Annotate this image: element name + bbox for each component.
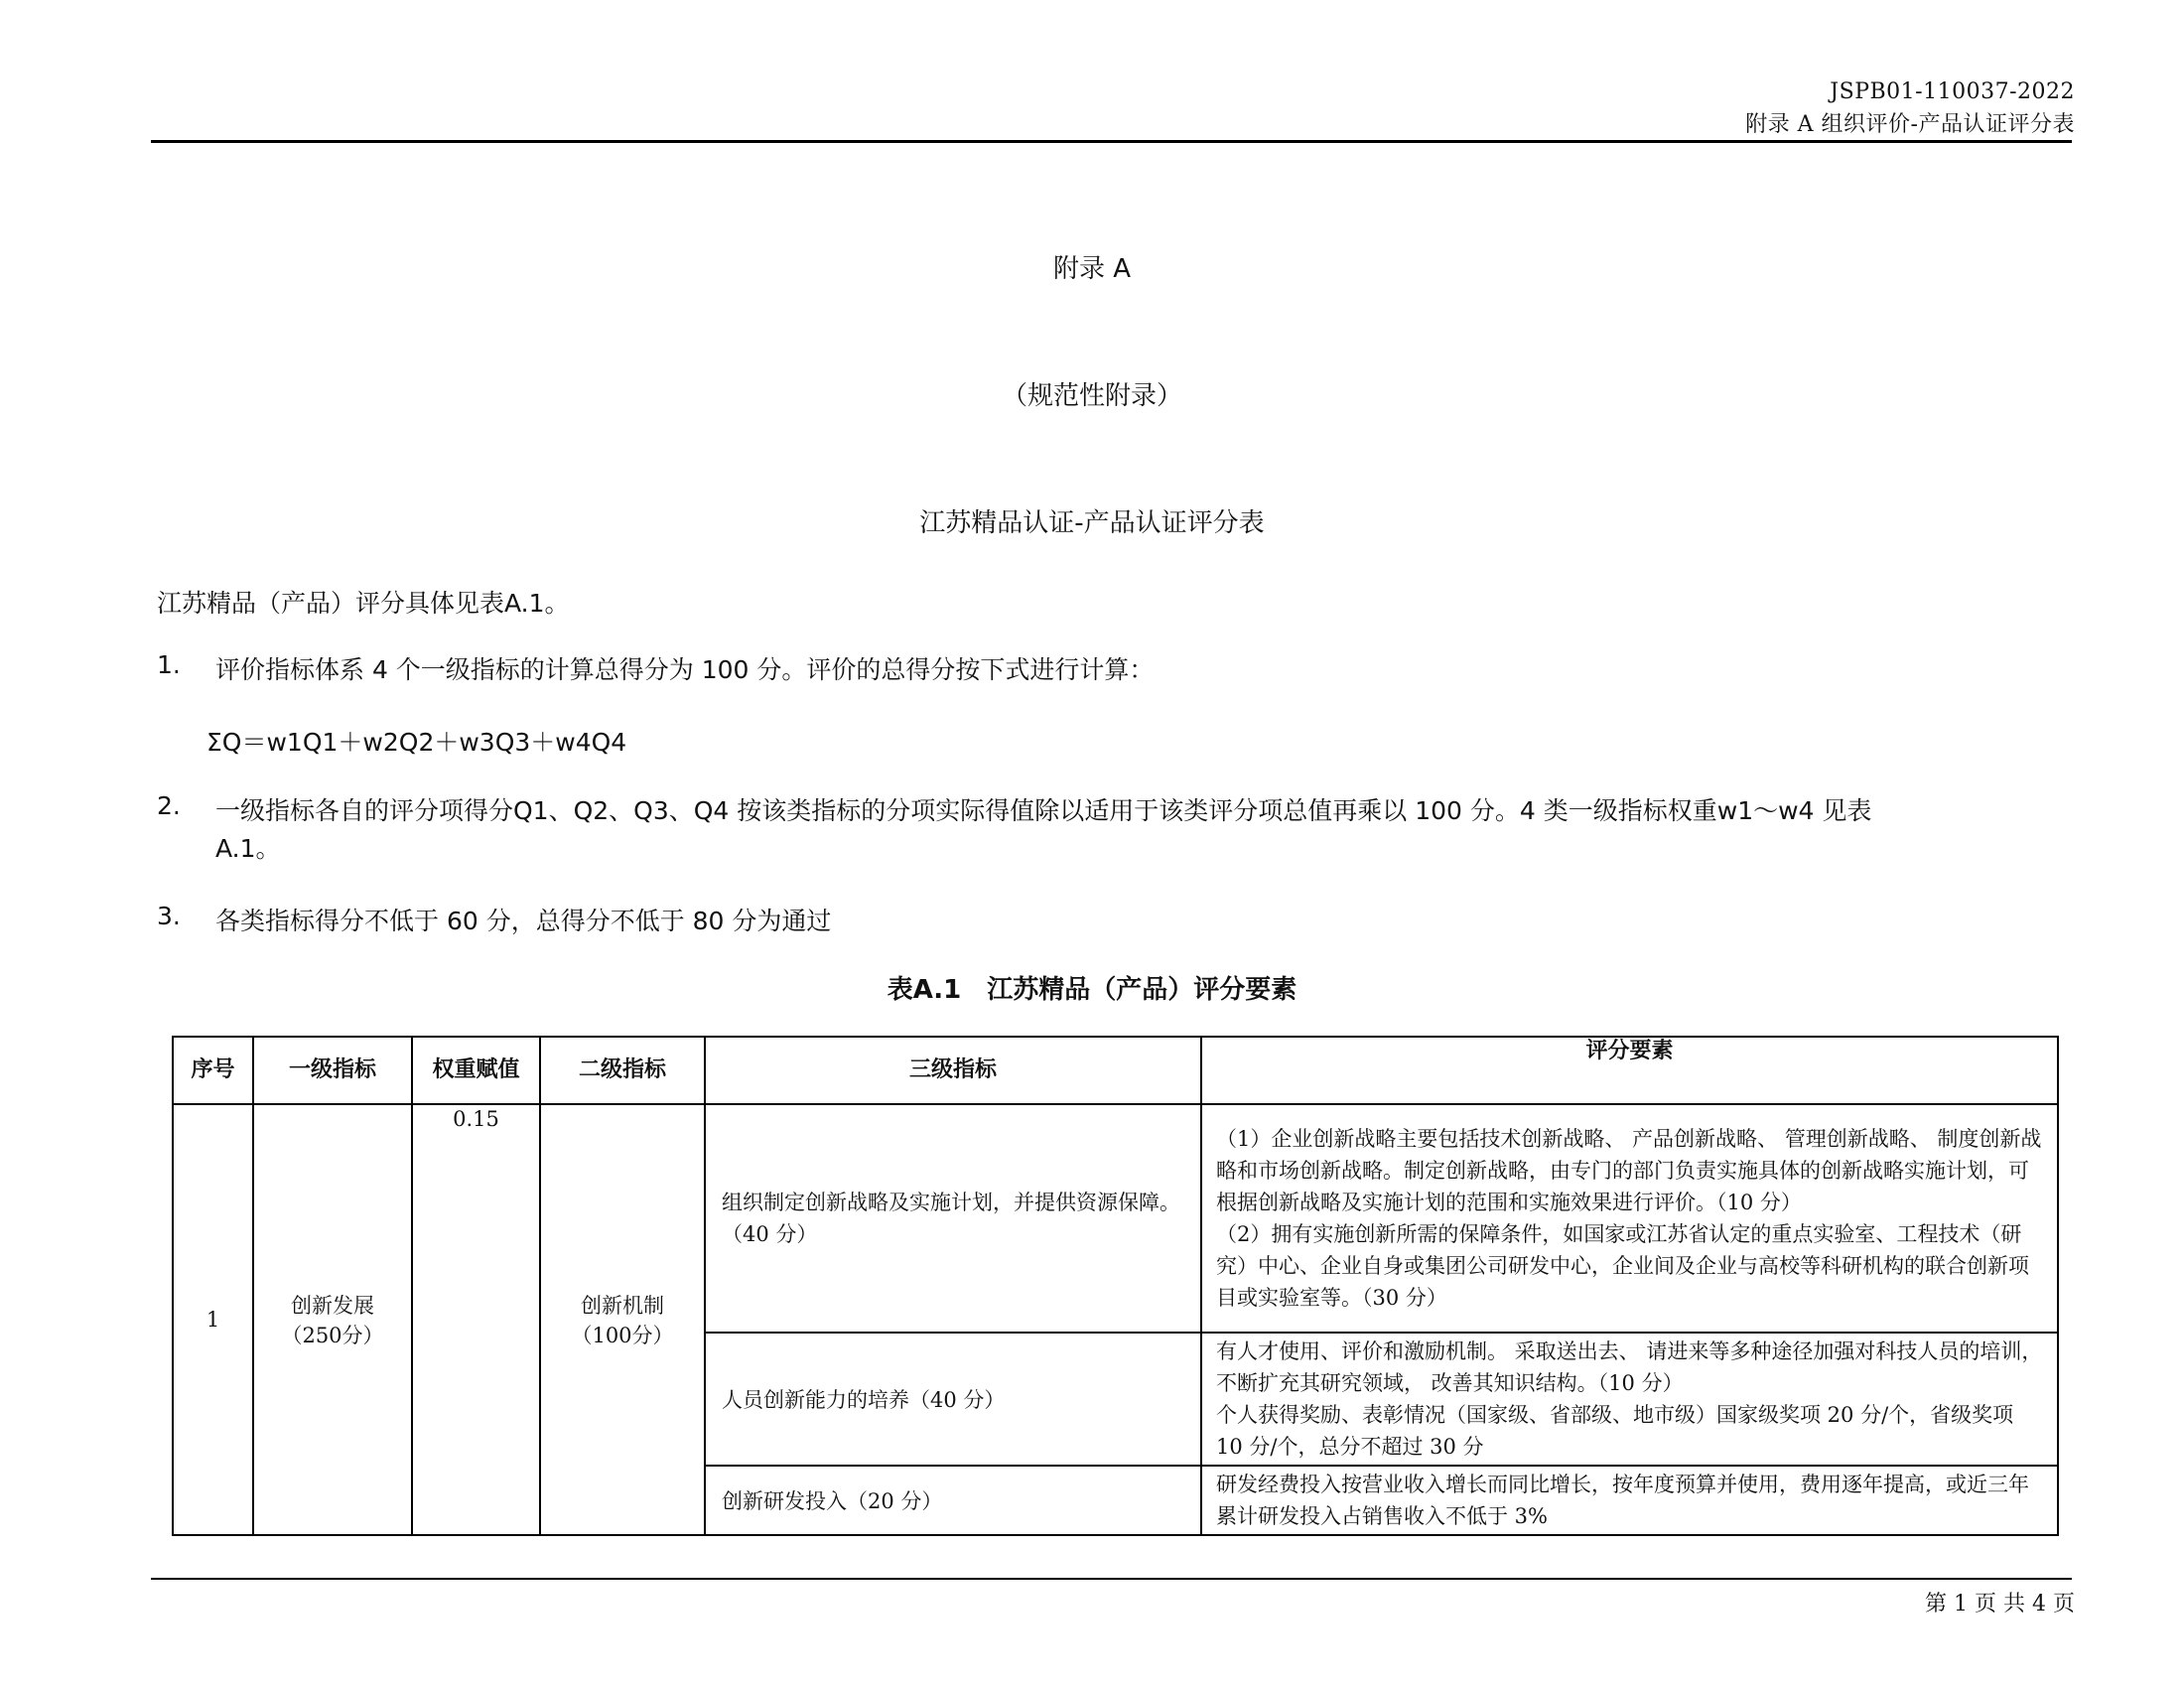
cell-scoring-elements: （1）企业创新战略主要包括技术创新战略、 产品创新战略、 管理创新战略、 制度创新战略和市场创新战略。制定创新战略，由专门的部门负责实施具体的创新战略实施计划，可根据创新战略及实施计划的范围和实施效果进行评价。（10 分） （2）拥有实施创新所需的保障条件，如国家或江苏省认定的重点实验室、工程技术（研究）中心、企业自身或集团公司研发中心，企业间及企业与高校等科研机构的联合创新项目或实验室等。（30 分） (1201, 1104, 2058, 1333)
table-row (173, 1104, 2058, 1333)
item-text: 评价指标体系 4 个一级指标的计算总得分为 100 分。评价的总得分按下式进行计算： (215, 655, 1155, 684)
level1-name: 创新发展 (291, 1294, 374, 1318)
item-number: 1. (157, 650, 181, 679)
cell-level3: 组织制定创新战略及实施计划，并提供资源保障。（40 分） (705, 1104, 1201, 1333)
section-title: 江苏精品认证-产品认证评分表 (919, 508, 1265, 538)
cell-level2 (540, 1104, 705, 1535)
document-code: JSPB01-110037-2022 (1830, 79, 2075, 104)
level1-score: （250分） (281, 1324, 384, 1347)
page-number: 第 1 页 共 4 页 (1925, 1592, 2075, 1617)
cell-seq: 1 (173, 1104, 253, 1535)
footer-rule (151, 1578, 2072, 1580)
annex-subtitle: （规范性附录） (1001, 381, 1182, 411)
header-level2: 二级指标 (540, 1037, 705, 1104)
cell-level3: 人员创新能力的培养（40 分） (705, 1333, 1201, 1466)
level2-score: （100分） (571, 1324, 674, 1347)
header-weight: 权重赋值 (412, 1037, 540, 1104)
scoring-table (172, 1036, 2059, 1536)
header-level1: 一级指标 (253, 1037, 412, 1104)
total-score-formula: ΣQ＝w1Q1＋w2Q2＋w3Q3＋w4Q4 (206, 728, 627, 757)
header-rule (151, 140, 2072, 143)
item-text: 一级指标各自的评分项得分Q1、Q2、Q3、Q4 按该类指标的分项实际得值除以适用于该类评分项总值再乘以 100 分。4 类一级指标权重w1～w4 见表 (215, 796, 1872, 825)
header-scoring-elements: 评分要素 (1201, 1037, 2058, 1104)
table-caption: 表A.1 江苏精品（产品）评分要素 (887, 975, 1297, 1005)
cell-level3: 创新研发投入（20 分） (705, 1466, 1201, 1535)
cell-weight: 0.15 (412, 1104, 540, 1535)
level2-name: 创新机制 (581, 1294, 664, 1318)
table-header-row (173, 1037, 2058, 1104)
cell-scoring-elements: 研发经费投入按营业收入增长而同比增长，按年度预算并使用，费用逐年提高，或近三年累计研发投入占销售收入不低于 3% (1201, 1466, 2058, 1535)
header-seq: 序号 (173, 1037, 253, 1104)
intro-paragraph: 江苏精品（产品）评分具体见表A.1。 (157, 589, 570, 618)
header-level3: 三级指标 (705, 1037, 1201, 1104)
item-number: 3. (157, 902, 181, 930)
item-number: 2. (157, 791, 181, 820)
item-text-continued: A.1。 (215, 834, 281, 863)
cell-scoring-elements: 有人才使用、评价和激励机制。 采取送出去、 请进来等多种途径加强对科技人员的培训， 不断扩充其研究领域， 改善其知识结构。（10 分） 个人获得奖励、表彰情况（国家级、省部级、地市级）国家级奖项 20 分/个，省级奖项 10 分/个，总分不超过 30 分 (1201, 1333, 2058, 1466)
annex-title: 附录 A (1052, 254, 1132, 284)
item-text: 各类指标得分不低于 60 分，总得分不低于 80 分为通过 (215, 907, 832, 935)
cell-level1 (253, 1104, 412, 1535)
running-header-title: 附录 A 组织评价-产品认证评分表 (1745, 112, 2075, 137)
